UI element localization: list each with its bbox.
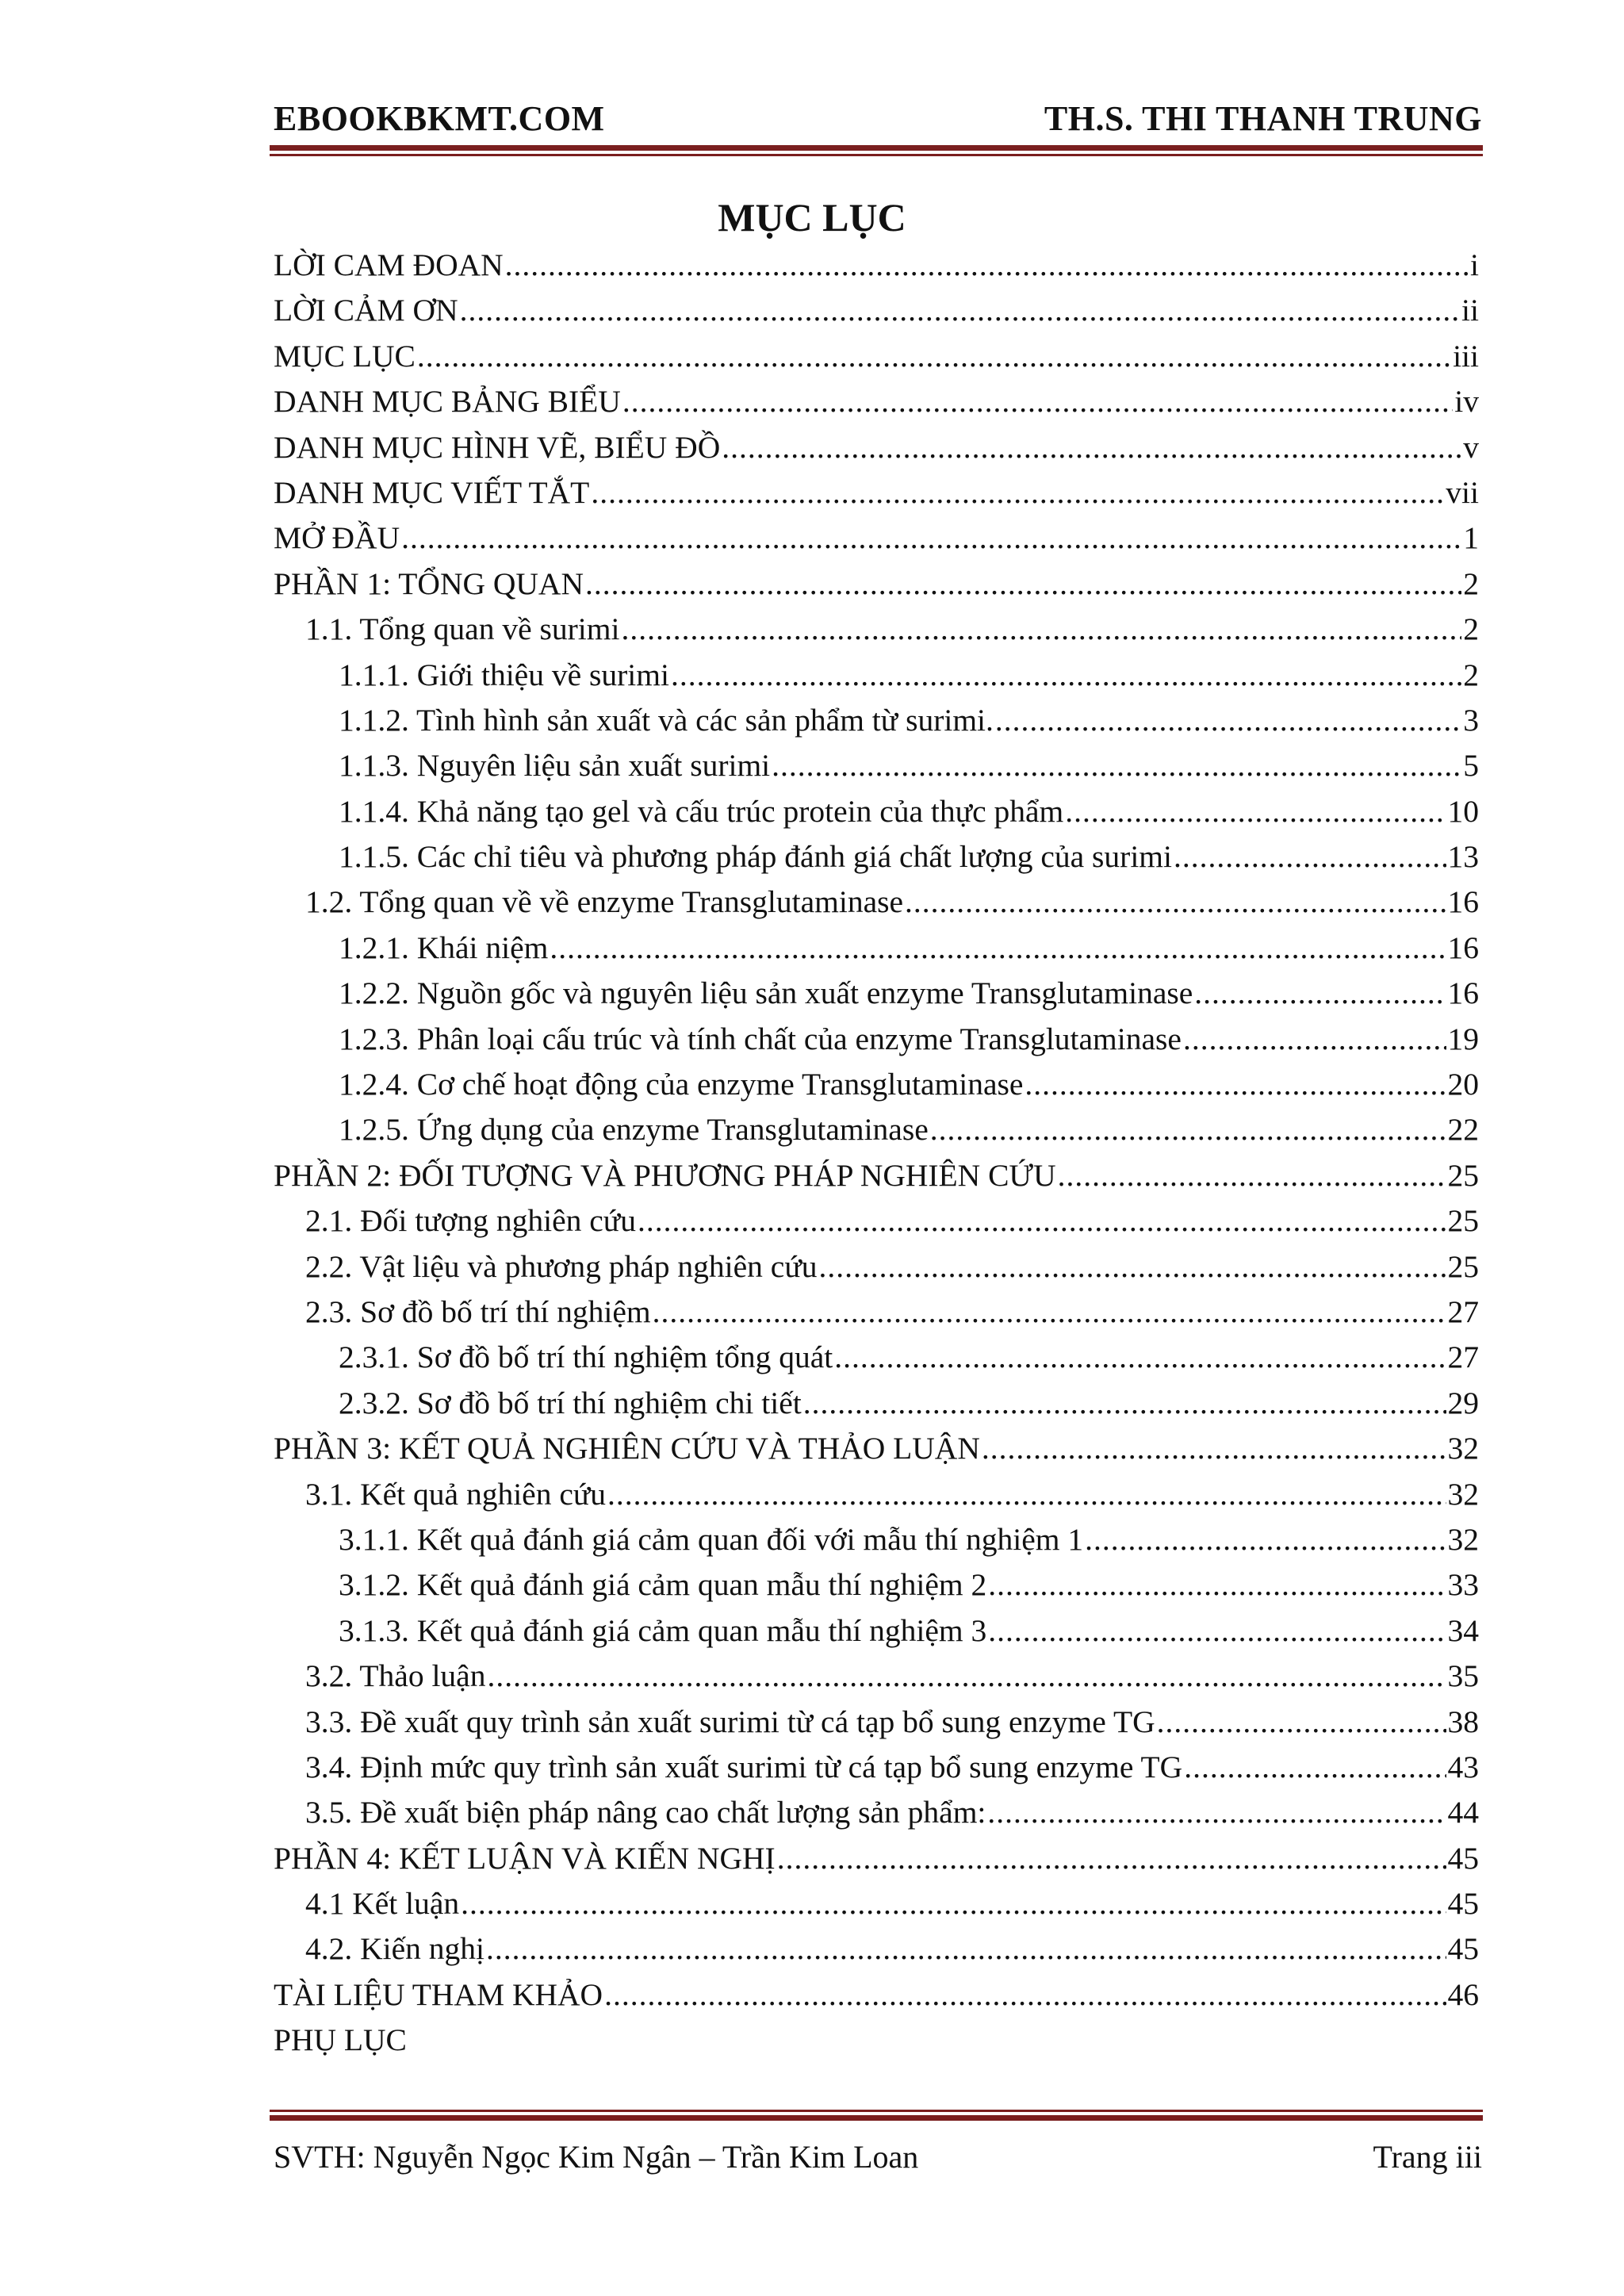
toc-dot-leader <box>818 1244 1446 1290</box>
page-footer <box>274 2133 1482 2181</box>
toc-entry-title: 4.2. Kiến nghị <box>305 1931 485 1967</box>
toc-entry[interactable] <box>274 288 1479 333</box>
toc-entry-page: 32 <box>1447 1431 1479 1466</box>
toc-entry-title: 3.4. Định mức quy trình sản xuất surimi từ cá tạp bổ sung enzyme TG <box>305 1749 1183 1784</box>
toc-entry-title: 1.2.4. Cơ chế hoạt động của enzyme Transglutaminase <box>339 1067 1024 1102</box>
toc-entry-title: 3.1. Kết quả nghiên cứu <box>305 1476 607 1512</box>
toc-dot-leader <box>505 243 1469 288</box>
toc-dot-leader <box>772 743 1461 788</box>
toc-entry[interactable] <box>274 562 1479 607</box>
toc-entry-page: 33 <box>1447 1567 1479 1603</box>
toc-dot-leader <box>834 1335 1446 1380</box>
toc-entry-title: 1.1. Tổng quan về surimi <box>305 611 620 647</box>
toc-entry-page: 34 <box>1447 1612 1479 1648</box>
toc-entry[interactable] <box>274 1290 1479 1335</box>
toc-entry[interactable] <box>274 926 1479 971</box>
toc-entry[interactable] <box>274 243 1479 288</box>
toc-entry-page: 46 <box>1447 1976 1479 2012</box>
footer-page-number: Trang iii <box>1373 2139 1482 2175</box>
toc-dot-leader <box>988 1562 1446 1608</box>
toc-entry-title: LỜI CAM ĐOAN <box>274 247 504 282</box>
toc-entry-page: 16 <box>1447 976 1479 1011</box>
toc-entry-title: 2.3.2. Sơ đồ bố trí thí nghiệm chi tiết <box>339 1385 802 1420</box>
toc-dot-leader <box>722 425 1461 470</box>
toc-entry-title: 2.2. Vật liệu và phương pháp nghiên cứu <box>305 1248 818 1284</box>
footer-rule-thick <box>270 2115 1483 2121</box>
toc-entry-title: 2.1. Đối tượng nghiên cứu <box>305 1203 636 1239</box>
toc-entry[interactable] <box>274 1381 1479 1426</box>
toc-entry-title: DANH MỤC HÌNH VẼ, BIỂU ĐỒ <box>274 429 721 465</box>
toc-entry-page: 22 <box>1447 1112 1479 1148</box>
toc-entry-title: 3.2. Thảo luận <box>305 1658 486 1694</box>
toc-dot-leader <box>550 926 1446 971</box>
toc-dot-leader <box>401 516 1461 561</box>
toc-entry-page: 19 <box>1447 1021 1479 1056</box>
toc-dot-leader <box>417 334 1451 379</box>
toc-entry-page: 25 <box>1447 1203 1479 1239</box>
toc-dot-leader <box>905 880 1446 925</box>
toc-entry[interactable] <box>274 880 1479 925</box>
toc-entry[interactable] <box>274 1472 1479 1517</box>
toc-entry-page: 27 <box>1447 1340 1479 1375</box>
toc-entry-title: LỜI CẢM ƠN <box>274 293 458 328</box>
toc-entry[interactable] <box>274 971 1479 1016</box>
toc-entry[interactable] <box>274 1153 1479 1198</box>
toc-entry-page: iii <box>1453 338 1479 374</box>
toc-dot-leader <box>653 1290 1446 1335</box>
toc-entry-title: 2.3. Sơ đồ bố trí thí nghiệm <box>305 1294 651 1329</box>
toc-entry-page: i <box>1470 247 1479 282</box>
toc-entry-page: 27 <box>1447 1294 1479 1329</box>
toc-entry-page: 1 <box>1463 520 1479 556</box>
toc-entry-title: 1.2.3. Phân loại cấu trúc và tính chất của enzyme Transglutaminase <box>339 1021 1182 1056</box>
toc-entry-page: 2 <box>1463 611 1479 647</box>
toc-entry-page: 3 <box>1463 702 1479 738</box>
toc-dot-leader <box>460 288 1460 333</box>
toc-dot-leader <box>777 1836 1446 1881</box>
toc-entry-page: ii <box>1461 293 1479 328</box>
toc-entry[interactable] <box>274 1790 1479 1835</box>
toc-entry[interactable] <box>274 1244 1479 1290</box>
toc-entry-page: 20 <box>1447 1067 1479 1102</box>
toc-entry[interactable] <box>274 1972 1479 2018</box>
toc-entry[interactable] <box>274 516 1479 561</box>
toc-entry[interactable] <box>274 1107 1479 1152</box>
toc-entry-title: 1.1.2. Tình hình sản xuất và các sản phẩm từ surimi. <box>339 702 994 738</box>
toc-entry-page: 10 <box>1447 793 1479 829</box>
toc-dot-leader <box>1194 971 1446 1016</box>
toc-dot-leader <box>1065 789 1446 834</box>
toc-dot-leader <box>486 1926 1446 1972</box>
toc-entry-title: 2.3.1. Sơ đồ bố trí thí nghiệm tổng quát <box>339 1340 833 1375</box>
toc-entry-page: 16 <box>1447 884 1479 920</box>
toc-entry-title: 1.2.2. Nguồn gốc và nguyên liệu sản xuất enzyme Transglutaminase <box>339 976 1193 1011</box>
toc-entry[interactable] <box>274 334 1479 379</box>
toc-dot-leader <box>591 470 1444 516</box>
toc-entry[interactable] <box>274 379 1479 424</box>
toc-entry-page: 29 <box>1447 1385 1479 1420</box>
toc-entry[interactable] <box>274 834 1479 880</box>
toc-entry[interactable] <box>274 1517 1479 1562</box>
header-site-name: EBOOKBKMT.COM <box>274 99 605 138</box>
toc-entry[interactable] <box>274 698 1479 743</box>
toc-entry-title: PHẦN 4: KẾT LUẬN VÀ KIẾN NGHỊ <box>274 1840 776 1876</box>
toc-entry-title: DANH MỤC BẢNG BIỂU <box>274 384 621 420</box>
table-of-contents <box>274 243 1479 2064</box>
toc-dot-leader <box>1184 1745 1446 1790</box>
toc-dot-leader <box>671 653 1461 698</box>
toc-dot-leader <box>982 1426 1446 1471</box>
toc-entry-title: 3.1.1. Kết quả đánh giá cảm quan đối với mẫu thí nghiệm 1 <box>339 1521 1084 1557</box>
toc-entry-title: 3.5. Đề xuất biện pháp nâng cao chất lượng sản phẩm: <box>305 1795 986 1830</box>
toc-entry-title: 1.1.4. Khả năng tạo gel và cấu trúc protein của thực phẩm <box>339 793 1064 829</box>
toc-entry[interactable] <box>274 789 1479 834</box>
toc-dot-leader <box>1157 1700 1446 1745</box>
toc-entry-title: MỞ ĐẦU <box>274 520 400 556</box>
footer-authors: SVTH: Nguyễn Ngọc Kim Ngân – Trần Kim Loan <box>274 2139 919 2175</box>
toc-dot-leader <box>1174 834 1446 880</box>
toc-entry[interactable] <box>274 1836 1479 1881</box>
header-rule-thin <box>270 154 1483 156</box>
toc-dot-leader <box>621 607 1461 652</box>
toc-entry-page: 13 <box>1447 839 1479 875</box>
toc-entry[interactable] <box>274 1654 1479 1699</box>
toc-dot-leader <box>638 1198 1446 1244</box>
toc-entry-page: 38 <box>1447 1704 1479 1739</box>
toc-dot-leader <box>995 698 1461 743</box>
toc-dot-leader <box>585 562 1461 607</box>
page-header <box>274 95 1482 143</box>
toc-entry[interactable] <box>274 1017 1479 1062</box>
toc-entry-title: 4.1 Kết luận <box>305 1886 460 1922</box>
toc-entry[interactable] <box>274 653 1479 698</box>
toc-entry-title: 1.2.5. Ứng dụng của enzyme Transglutaminase <box>339 1112 929 1148</box>
toc-entry[interactable] <box>274 1700 1479 1745</box>
toc-entry-page: 16 <box>1447 930 1479 965</box>
toc-entry[interactable] <box>274 607 1479 652</box>
toc-entry-title: 1.2. Tổng quan về về enzyme Transglutaminase <box>305 884 904 920</box>
toc-entry-page: 45 <box>1447 1840 1479 1876</box>
header-rule-thick <box>270 145 1483 151</box>
toc-entry-page: 32 <box>1447 1476 1479 1512</box>
toc-entry-title: 3.3. Đề xuất quy trình sản xuất surimi từ cá tạp bổ sung enzyme TG <box>305 1704 1155 1739</box>
toc-entry-title: 1.1.1. Giới thiệu về surimi <box>339 657 669 692</box>
toc-entry[interactable] <box>274 1426 1479 1471</box>
toc-entry[interactable] <box>274 470 1479 516</box>
toc-entry-page: 2 <box>1463 657 1479 692</box>
toc-entry-title: MỤC LỤC <box>274 338 416 374</box>
toc-entry-page: 45 <box>1447 1886 1479 1922</box>
toc-dot-leader <box>930 1107 1446 1152</box>
toc-entry-page: 35 <box>1447 1658 1479 1694</box>
toc-entry[interactable] <box>274 1198 1479 1244</box>
toc-entry[interactable] <box>274 1062 1479 1107</box>
toc-dot-leader <box>1183 1017 1446 1062</box>
toc-entry[interactable] <box>274 1608 1479 1654</box>
toc-entry-title: PHẦN 2: ĐỐI TƯỢNG VÀ PHƯƠNG PHÁP NGHIÊN CỨU <box>274 1157 1056 1193</box>
toc-dot-leader <box>1025 1062 1446 1107</box>
toc-entry-title: 3.1.2. Kết quả đánh giá cảm quan mẫu thí nghiệm 2 <box>339 1567 987 1603</box>
toc-entry[interactable] <box>274 2018 1479 2063</box>
toc-entry-title: DANH MỤC VIẾT TẮT <box>274 474 590 510</box>
toc-entry-title: 3.1.3. Kết quả đánh giá cảm quan mẫu thí nghiệm 3 <box>339 1612 987 1648</box>
toc-entry[interactable] <box>274 1926 1479 1972</box>
toc-entry-title: 1.2.1. Khái niệm <box>339 930 549 965</box>
toc-dot-leader <box>1058 1153 1446 1198</box>
toc-entry-page: iv <box>1454 384 1479 420</box>
toc-entry-page: 25 <box>1447 1248 1479 1284</box>
footer-rule-thin <box>270 2110 1483 2112</box>
toc-dot-leader <box>487 1654 1446 1699</box>
toc-entry-page: 25 <box>1447 1157 1479 1193</box>
toc-dot-leader <box>988 1608 1446 1654</box>
toc-entry-page: vii <box>1446 474 1479 510</box>
toc-entry-title: 1.1.3. Nguyên liệu sản xuất surimi <box>339 748 771 784</box>
header-author: TH.S. THI THANH TRUNG <box>1044 99 1482 138</box>
toc-entry-page: 43 <box>1447 1749 1479 1784</box>
toc-entry-page: v <box>1463 429 1479 465</box>
toc-entry[interactable] <box>274 1881 1479 1926</box>
page-title: MỤC LỤC <box>718 195 906 240</box>
toc-entry-title: TÀI LIỆU THAM KHẢO <box>274 1976 603 2012</box>
toc-entry[interactable] <box>274 1335 1479 1380</box>
toc-dot-leader <box>803 1381 1446 1426</box>
toc-entry[interactable] <box>274 743 1479 788</box>
toc-entry-page: 45 <box>1447 1931 1479 1967</box>
toc-dot-leader <box>622 379 1453 424</box>
toc-dot-leader <box>604 1972 1446 2018</box>
toc-entry-page: 2 <box>1463 565 1479 601</box>
toc-entry-page: 5 <box>1463 748 1479 784</box>
toc-entry-page: 44 <box>1447 1795 1479 1830</box>
toc-dot-leader <box>987 1790 1446 1835</box>
toc-entry-title: 1.1.5. Các chỉ tiêu và phương pháp đánh giá chất lượng của surimi <box>339 839 1172 875</box>
toc-dot-leader <box>461 1881 1446 1926</box>
toc-entry-title: PHỤ LỤC <box>274 2022 407 2058</box>
toc-entry-title: PHẦN 3: KẾT QUẢ NGHIÊN CỨU VÀ THẢO LUẬN <box>274 1431 980 1466</box>
toc-entry-title: PHẦN 1: TỔNG QUAN <box>274 565 584 601</box>
toc-dot-leader <box>607 1472 1446 1517</box>
toc-entry-page: 32 <box>1447 1521 1479 1557</box>
toc-entry[interactable] <box>274 425 1479 470</box>
toc-dot-leader <box>1085 1517 1446 1562</box>
toc-entry[interactable] <box>274 1562 1479 1608</box>
toc-entry[interactable] <box>274 1745 1479 1790</box>
